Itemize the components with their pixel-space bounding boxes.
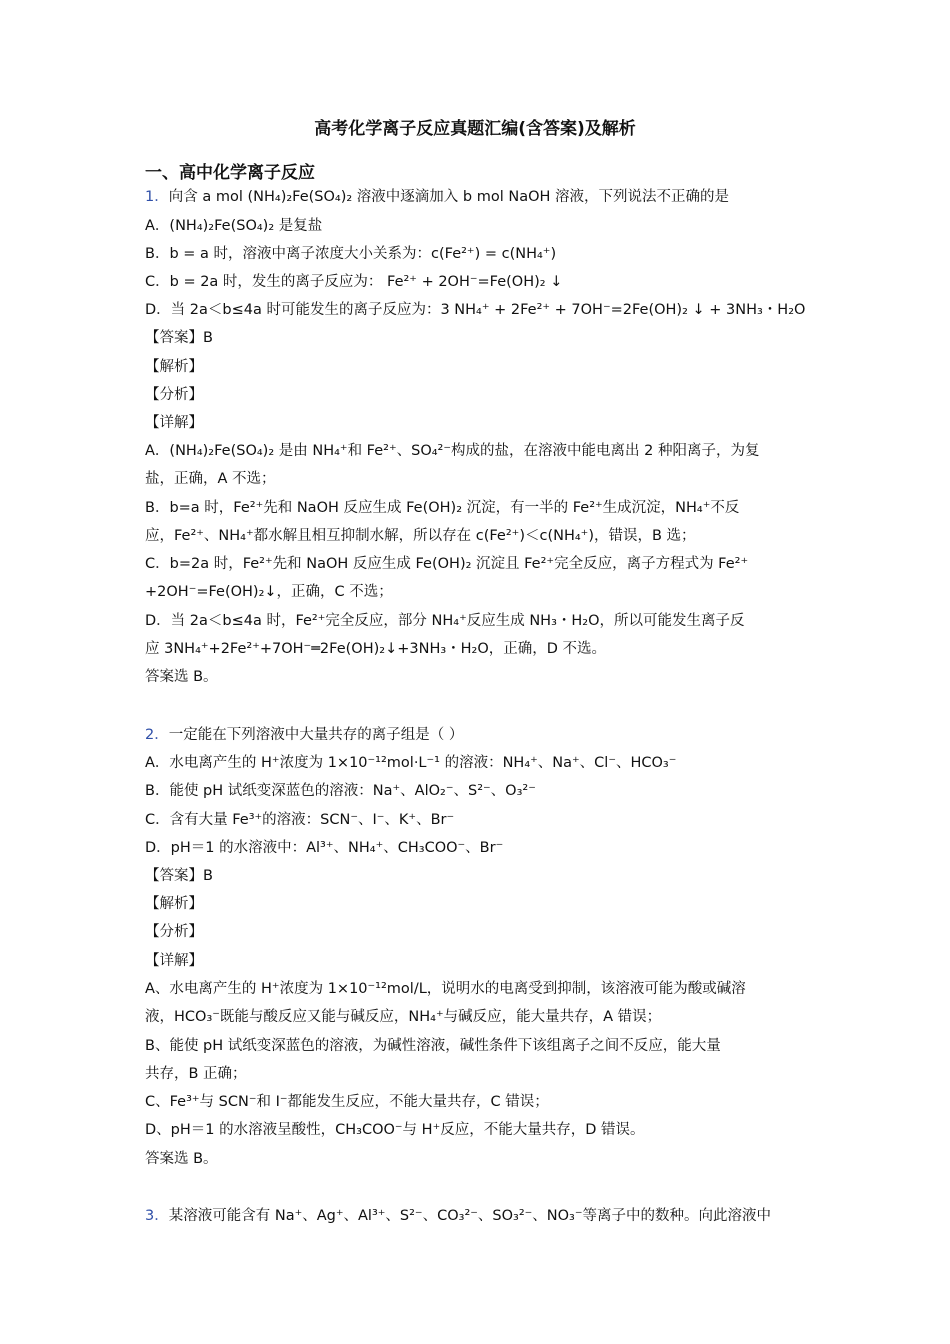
q1-explanation-line: 应，Fe²⁺、NH₄⁺都水解且相互抑制水解，所以存在 c(Fe²⁺)＜c(NH₄⁺)，错误，B 选； (145, 528, 696, 544)
q2-explanation-line: B、能使 pH 试纸变深蓝色的溶液，为碱性溶液，碱性条件下该组离子之间不反应，能大量 (145, 1038, 721, 1054)
q2-jiexi-label: 【解析】 (145, 896, 203, 912)
q1-explanation-line: 应 3NH₄⁺+2Fe²⁺+7OH⁻═2Fe(OH)₂↓+3NH₃・H₂O，正确，D 不选。 (145, 641, 607, 657)
q2-option-c: C．含有大量 Fe³⁺的溶液：SCN⁻、I⁻、K⁺、Br⁻ (145, 812, 455, 828)
q1-option-b: B．b = a 时，溶液中离子浓度大小关系为：c(Fe²⁺) = c(NH₄⁺) (145, 246, 557, 262)
question-text: 某溶液可能含有 Na⁺、Ag⁺、Al³⁺、S²⁻、CO₃²⁻、SO₃²⁻、NO₃⁻等离子中的数种。向此溶液中 (168, 1208, 772, 1224)
question-number: 1． (145, 189, 169, 205)
q1-option-a: A．(NH₄)₂Fe(SO₄)₂ 是复盐 (145, 218, 323, 234)
q1-explanation-line: +2OH⁻=Fe(OH)₂↓，正确，C 不选； (145, 584, 393, 600)
question-text: 向含 a mol (NH₄)₂Fe(SO₄)₂ 溶液中逐滴加入 b mol NaOH 溶液，下列说法不正确的是 (168, 189, 730, 205)
q2-explanation-line: 答案选 B。 (145, 1151, 218, 1167)
question-number: 3． (145, 1208, 169, 1224)
q2-explanation-line: 共存，B 正确； (145, 1066, 247, 1082)
q1-explanation-line: 盐，正确，A 不选； (145, 471, 276, 487)
q2-fenxi-label: 【分析】 (145, 924, 203, 940)
q2-explanation-line: C、Fe³⁺与 SCN⁻和 I⁻都能发生反应，不能大量共存，C 错误； (145, 1094, 549, 1110)
q2-explanation-line: 液，HCO₃⁻既能与酸反应又能与碱反应，NH₄⁺与碱反应，能大量共存，A 错误； (145, 1009, 662, 1025)
q1-jiexi-label: 【解析】 (145, 359, 203, 375)
q1-option-d: D．当 2a＜b≤4a 时可能发生的离子反应为：3 NH₄⁺ + 2Fe²⁺ + 7OH⁻=2Fe(OH)₂ ↓ + 3NH₃・H₂O (145, 302, 806, 318)
question-3-stem (145, 1206, 771, 1226)
q2-explanation-line: A、水电离产生的 H⁺浓度为 1×10⁻¹²mol/L，说明水的电离受到抑制，该溶液可能为酸或碱溶 (145, 981, 746, 997)
question-1-stem (145, 187, 729, 207)
q1-explanation-line: D．当 2a＜b≤4a 时，Fe²⁺完全反应，部分 NH₄⁺反应生成 NH₃・H₂O，所以可能发生离子反 (145, 613, 745, 629)
q1-option-c: C．b = 2a 时，发生的离子反应为： Fe²⁺ + 2OH⁻=Fe(OH)₂ ↓ (145, 274, 563, 290)
q1-answer: 【答案】B (145, 330, 213, 346)
q2-option-a: A．水电离产生的 H⁺浓度为 1×10⁻¹²mol·L⁻¹ 的溶液：NH₄⁺、Na⁺、Cl⁻、HCO₃⁻ (145, 755, 677, 771)
q1-explanation-line: B．b=a 时，Fe²⁺先和 NaOH 反应生成 Fe(OH)₂ 沉淀，有一半的 Fe²⁺生成沉淀，NH₄⁺不反 (145, 500, 740, 516)
section-heading: 一、高中化学离子反应 (145, 163, 315, 183)
q1-xiangjie-label: 【详解】 (145, 415, 203, 431)
document-title: 高考化学离子反应真题汇编(含答案)及解析 (314, 119, 636, 139)
q1-explanation-line: A．(NH₄)₂Fe(SO₄)₂ 是由 NH₄⁺和 Fe²⁺、SO₄²⁻构成的盐，在溶液中能电离出 2 种阳离子，为复 (145, 443, 760, 459)
question-number: 2． (145, 727, 169, 743)
q2-option-b: B．能使 pH 试纸变深蓝色的溶液：Na⁺、AlO₂⁻、S²⁻、O₃²⁻ (145, 783, 536, 799)
q2-explanation-line: D、pH＝1 的水溶液呈酸性，CH₃COO⁻与 H⁺反应，不能大量共存，D 错误。 (145, 1122, 645, 1138)
q1-fenxi-label: 【分析】 (145, 387, 203, 403)
q2-option-d: D．pH＝1 的水溶液中：Al³⁺、NH₄⁺、CH₃COO⁻、Br⁻ (145, 840, 504, 856)
q1-explanation-line: 答案选 B。 (145, 669, 218, 685)
q2-answer: 【答案】B (145, 868, 213, 884)
question-text: 一定能在下列溶液中大量共存的离子组是（ ） (168, 727, 464, 743)
q1-explanation-line: C．b=2a 时，Fe²⁺先和 NaOH 反应生成 Fe(OH)₂ 沉淀且 Fe²⁺完全反应，离子方程式为 Fe²⁺ (145, 556, 749, 572)
q2-xiangjie-label: 【详解】 (145, 953, 203, 969)
question-2-stem (145, 725, 463, 745)
